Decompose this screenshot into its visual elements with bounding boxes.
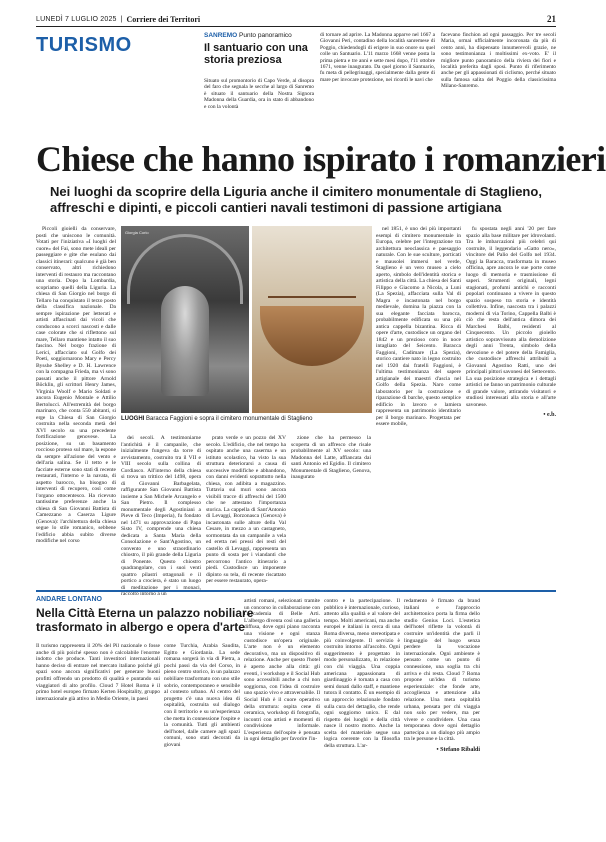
main-column-5 <box>376 226 461 584</box>
paragraph: Piccoli gioielli da conservare, posti che uniscono le comunità. Votati per l'iniziativa «I luoghi del cuore» del Fai, sono mete ideali per passeggiare e gite che esulano dai classici itinerari: qualcuno è già ben conservato, altri richiedono interventi di restauro ma raccontano una storia. Dopo la Lombardia, scopriamo quelli della Liguria. La chiesa di San Giorgio nel borgo di Tellaro ha conquistato il terzo posto della classifica nazionale. Da sempre ispirazione per letterati e artisti affascinati dai vicoli che conducono a scorci nascosti e dalle case colorate che si riflettono sul mare, Tellaro mantiene intatto il suo fascino. Nel borgo frazione di Lerici, affacciato sul Golfo dei Poeti, soggiornarono Mary e Percy Bysshe Shelley e D. H. Lawrence con la compagna Frieda, ma vi sono passati anche il pittore Arnold Böcklin, gli scrittori Henry James, Virginia Woolf e Mario Soldati e ancora Eugenio Montale e Attilio Bertolucci. All'estremità del borgo marinaro, che conta 550 abitanti, si erge la Chiesa di San Giorgio costruita nella seconda metà del XVI secolo su una precedente fortificazione genovese. La posizione, su un basamento roccioso proteso sul mare, la espone da sempre all'azione del vento e dell'aria salina. Se il tetto e le facciate esterne sono stati di recente restaurati, l'interno e la navata, di aspetto barocco, ha bisogno di interventi di recupero, così come l'organo ottocentesco. Ha ricevuto tantissime preferenze anche la chiesa di San Giovanni Battista di Camezzano a Caserza Ligure (Genova): l'architettura della chiesa segue lo stile romanico, sebbene l'edificio abbia subìto diverse modifiche nel corso <box>36 226 116 544</box>
paragraph: nel 1851, è uno dei più importanti esempi di cimitero monumentale in Europa, celebre per l'integrazione tra architettura neoclassica e paesaggio naturale. Con le sue sculture, porticati e mausolei immersi nel verde, Staglieno è un vero museo a cielo aperto, simbolo dell'identità storica e artistica della città. La chiesa dei Santi Filippo e Giacomo a Nicola, a Luni (La Spezia), affacciata sulla Val di Magra e incastonata nel borgo medievale, domina la piazza con la sua elegante facciata barocca, probabilmente edificata su una più antica cappella bizantina. Ricca di opere d'arte, custodisce un organo del 1842 e un prezioso coro in noce intagliato del Seicento. Baracca Faggioni, Cadimare (La Spezia), storico cantiere nato in legno costruito nel 1920 dai fratelli Faggioni, è l'ultima testimonianza del sapere artigianale dei maestri d'ascia nel Golfo della Spezia. Naro come laboratorio per la costruzione e riparazione di barche, questo semplice edificio in lavoro e lamiera rappresenta un patrimonio identitario per il borgo marinaro. Progettata per essere mobile, <box>376 226 461 427</box>
teaser-kicker-rest: Punto panoramico <box>239 32 292 39</box>
photo-caption <box>121 416 372 422</box>
teaser-column-1: Situato sul promontorio di Capo Verde, al disopra del faro che segnala le secche al largo di Sanremo è situato il santuario della Nostra Signora Madonna della Guardia, ora in stato di abbandono e con la volontà <box>204 78 314 110</box>
paragraph: zione che ha permesso la scoperta di un affresco che risale probabilmente al XV secolo: una Madonna del Latte, affiancata dai santi Antonio ed Egidio. Il cimitero Monumentale di Staglieno, Genova, inaugurato <box>291 435 371 480</box>
main-subhead: Nei luoghi da scoprire della Liguria anche il cimitero monumentale di Staglieno, affreschi e dipinti, e piccoli cantieri navali testimoni di passione artigiana <box>50 184 542 215</box>
main-headline: Chiese che hanno ispirato i romanzieri <box>36 139 606 179</box>
section-divider <box>36 590 556 592</box>
boat-photo <box>252 226 372 413</box>
paragraph: prato verde e un pozzo del XV secolo. L'edificio, che nel tempo ha ospitato anche una caserma e un istituto scolastico, ha visto la sua struttura deteriorarsi a causa di successive modifiche e abbandono, con danni evidenti soprattutto nella chiesa, con adibita a magazzino. Tuttavia sui muri sono ancora visibili tracce di affreschi del 1500 che ne attestano l'importanza storica. La cappella di Sant'Antonio di Levaggi, Borzonasca (Genova) è incastonata sulle alture della Val Cesare, in mezzo a un castagneto, sormontata da un campanile a vela ed eretta nei pressi dei resti del castello di Levaggi, rappresenta un punto di sosta per i viandanti che percorrono l'antico itinerario a piedi. Custodisce un imponente dipinto su tela, di recente riscattato per essere restaurato, opera- <box>206 435 286 584</box>
paragraph: dei secoli. A testimoniarne l'antichità è il campanile, che inizialmente fungeva da torre di avvistamento, costruito tra il VII e VIII secolo sulla collina di Cordiasco. All'interno della chiesa si trova un trittico del 1498, opera di Giovanni Barbagelata, raffigurante San Giovanni Battista insieme a San Michele Arcangelo e San Pietro. Il complesso monumentale degli Agostiniani a Pieve di Teco (Imperia), fu fondato nel 1471 su approvazione di Papa Sisto IV, comprende una chiesa dedicata a Santa Maria della Consolazione e Sant'Agostino, un convento e uno straordinario chiostro, il più grande della Liguria di Ponente. Questo chiostro quadrangolare, con i suoi venti quattro pilastri ottagonali e il portico a crociera, è stato un luogo di meditazione per i monaci, raccolto intorno a un <box>121 435 201 597</box>
paragraph: fu spostata negli anni '20 per fare spazio alla base militare per idrovolanti. Tra le imbarcazioni più celebri qui costruite, il leggendario «Gatto nero», vincitore del Palio del Golfo nel 1934. Oggi la Baracca, trasformata in museo officina, apre ancora le sue porte come luogo di memoria e trasmissione di saperi. Strumenti originali, legni stagionati, profumi antichi e racconti popolari continuano a vivere in questo spazio sospeso tra storia e identità collettiva. Infine, nascosta tra i palazzi moderni di via Torino, Cappella Balbi è ciò che resta dell'antica dimora dei Marchesi Balbi, residenti al Cinquecento. Un piccolo gioiello artistico sopravvissuto alla demolizione degli anni Trenta, simbolo della devozione e del potere della Famiglia, che custodisce affreschi attribuiti a Giovanni Agostino Ratti, uno dei principali pittori savonesi del Settecento. La sua posizione strategica e i dettagli artistici ne fanno un patrimonio culturale di grande valore, attirando visitatori e studiosi interessati alla storia e all'arte savonese. <box>466 226 556 408</box>
bottom-title: Nella Città Eterna un palazzo nobiliare trasformato in albergo e opera d'arte <box>36 606 254 634</box>
teaser-kicker-place: SANREMO <box>204 32 238 39</box>
caption-text: Baracca Faggioni e sopra il cimitero monumentale di Staglieno <box>146 416 313 422</box>
main-column-6 <box>466 226 556 584</box>
issue-date: LUNEDÌ 7 LUGLIO 2025 <box>36 15 117 23</box>
bottom-column-2: come Turchia, Arabia Saudita, Egitto e Giordania. La sede romana sorgerà in via di Pietra, a pochi passi da via del Corso, in pieno centro storico, in un palazzo nobiliare trasformato con uno stile sobrio, contemporaneo e sensibile al contesto urbano. Al centro del progetto c'è una nuova idea di ospitalità, costruita sul dialogo con il territorio e su un'esperienza che metta in connessione l'ospite e la comunità. Tutti gli ambienti dell'hotel, dalle camere agli spazi comuni, sono stati decorati da giovani <box>164 643 240 748</box>
page-number: 21 <box>547 14 556 24</box>
boat-hull-shape <box>260 306 364 366</box>
teaser-column-2: di tornare ad aprire. La Madonna apparve nel 1667 a Giovanni Peri, contadino della località sanremese di Poggio, chiedendogli di erigere in suo onore su quel colle un Santuario. L'11 marzo 1668 venne posta la prima pietra e tre anni e sette mesi dopo, l'11 ottobre 1671, venne inaugurato. Da quel giorno il Santuario, fu meta di pellegrinaggi, specialmente dalla gente di mare per invocare protezione, nei ricordi le navi che <box>320 32 435 83</box>
teaser-article <box>204 32 556 110</box>
main-column-3 <box>206 435 286 585</box>
header-separator: | <box>120 15 123 23</box>
main-column-4 <box>291 435 371 585</box>
bottom-column-4: contro e la partecipazione. Il pubblico è internazionale, curioso, attento alla qualità e al valore del tempo. Molti americani, ma anche europei e italiani in cerca di una Roma diversa, meno stereotipata e più coinvolgente. Il servizio è costruito intorno all'ascolto. Ogni suggerimento è progettato in modo personalizzato, in relazione con chi viaggia. Una coppia americana appassionata di giardinaggio è tornata a casa con semi donati dallo staff, e mantiene tutora il contatto. È un esempio di un approccio relazionale fondato sulla cura del dettaglio, che rende ogni soggiorno unico. E dal rispetto dei luoghi e della città nasce il nostro motto. Anche la scelta del materiale segue una logica coerente con la filosofia della struttura. L'ar- <box>324 598 400 750</box>
caption-label: LUOGHI <box>121 416 145 422</box>
bottom-column-1: Il turismo rappresenta il 20% del Pil nazionale o fosse anche di più poiché spesso non è calcolabile l'enorme indotto che produce. Tanti investitori internazionali hanno deciso di entrare nel mercato italiano poiché gli spazi sono ancora significativi per generare buoni profitti offrendo un prodotto di qualità e puntando sui viaggiatori di alto profilo. Cloud 7 Hotel Roma è il primo hotel europeo firmato Kerten Hospitality, gruppo internazionale già attivo in Medio Oriente, in paesi <box>36 643 160 702</box>
author-signature: • e.b. <box>543 412 556 418</box>
bottom-author-signature: • Stefano Ribaldi <box>436 747 480 754</box>
header-rule <box>36 26 556 27</box>
staglieno-photo <box>121 226 249 413</box>
bottom-column-5 <box>404 598 480 803</box>
section-title: TURISMO <box>36 34 132 56</box>
statue-shape <box>161 286 209 396</box>
main-column-2 <box>121 435 201 597</box>
main-column-1 <box>36 226 116 584</box>
teaser-title: Il santuario con una storia preziosa <box>204 42 308 66</box>
teaser-column-3: facevano finchion ad ogni passaggio. Per tre secoli Maria, ormai ufficialmente incoronata da più di cento anni, ha dispensato innumerevoli grazie, ne sono testimonianza i moltissimi ex-voto. E' il migliore punto panoramico della riviera dei fiori e località preferita dagli sposi. Punto di riferimento anche per gli appassionati di ciclismo, perché situato sulla famosa salita del Poggio della classicissima Milano-Sanremo. <box>441 32 556 90</box>
page-header <box>36 14 556 24</box>
photo-credit: Giorgia Corio <box>125 230 149 235</box>
paragraph: redamento è firmato da brand italiani e l'approccio architettonico porta la firma dello studio Genius Loci. L'estetica dell'hotel riflette la volontà di costruire un'identità che parli il linguaggio del luogo senza perdere la vocazione internazionale. Ogni ambiente è pensato come un punto di connessione, una soglia tra chi arriva e chi resta. Cloud 7 Roma propone un'idea di turismo esperienziale: che fonde arte, accoglienza e attenzione alla relazione. Una meta ospitalità urbana, pensata per chi viaggia non solo per vedere, ma per vivere e condividere. Una casa temporanea dove ogni dettaglio partecipa a un dialogo più ampio tra le persone e la città. <box>404 598 480 743</box>
bottom-kicker: ANDARE LONTANO <box>36 596 102 603</box>
newspaper-name: Corriere dei Territori <box>126 14 201 24</box>
bottom-column-3: artisti romani, selezionati tramite un concorso in collaborazione con l'Accademia di Belle Arti. L'albergo diventa così una galleria diffusa, dove ogni piano racconta una visione e ogni stanza custodisce un'opera originale. L'arte non è un elemento decorativo, ma un dispositivo di relazione. Anche per questo l'hotel è aperto anche alla città: gli eventi, i workshop e il Social Hub sono accessibili anche a chi non soggiorna, con l'idea di costruire uno spazio vivo e attraversabile. Il Social Hub è il cuore operativo della struttura: ospita cene di ceramica, workshop di fotografia, incontri con artisti e momenti di condivisione informale. L'esperienza dell'ospite è pensata in ogni dettaglio per favorire l'in- <box>244 598 320 743</box>
